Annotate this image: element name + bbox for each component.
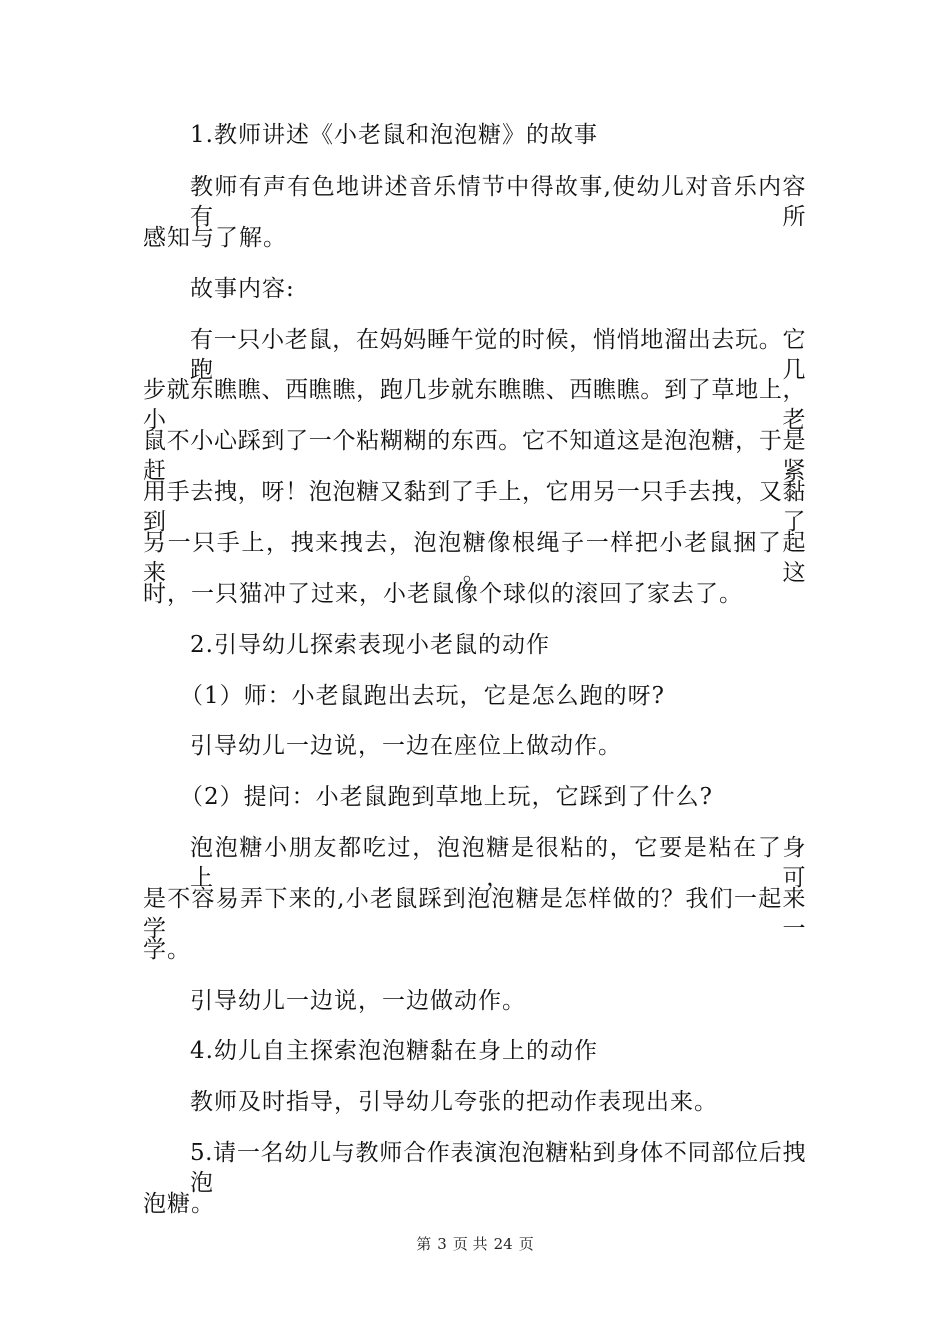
paragraph-line: 学。 <box>143 937 191 963</box>
paragraph-line: 泡糖。 <box>143 1191 215 1217</box>
footer-middle: 页 共 <box>452 1235 488 1253</box>
footer-total-pages: 24 <box>493 1235 513 1253</box>
paragraph-line: 教师及时指导，引导幼儿夸张的把动作表现出来。 <box>190 1089 718 1115</box>
footer-prefix: 第 <box>416 1235 432 1253</box>
story-label: 故事内容: <box>190 276 295 302</box>
footer-suffix: 页 <box>518 1235 534 1253</box>
paragraph-line: 是不容易弄下来的,小老鼠踩到泡泡糖是怎样做的？我们一起来学一 <box>143 886 806 942</box>
footer-current-page: 3 <box>437 1235 447 1253</box>
story-line: 有一只小老鼠，在妈妈睡午觉的时候，悄悄地溜出去玩。它跑几 <box>190 327 806 383</box>
paragraph-line: 引导幼儿一边说，一边在座位上做动作。 <box>190 733 622 759</box>
section-heading-4: 4.幼儿自主探索泡泡糖黏在身上的动作 <box>190 1038 598 1064</box>
section-heading-2: 2.引导幼儿探索表现小老鼠的动作 <box>190 632 550 658</box>
paragraph-line: 感知与了解。 <box>143 225 287 251</box>
paragraph-line: 泡泡糖小朋友都吃过，泡泡糖是很粘的，它要是粘在了身上，可 <box>190 835 806 891</box>
story-line: 用手去拽，呀！泡泡糖又黏到了手上，它用另一只手去拽，又黏到了 <box>143 479 806 535</box>
story-line: 步就东瞧瞧、西瞧瞧，跑几步就东瞧瞧、西瞧瞧。到了草地上，小老 <box>143 377 806 433</box>
paragraph-line: 引导幼儿一边说，一边做动作。 <box>190 988 526 1014</box>
section-heading-5: 5.请一名幼儿与教师合作表演泡泡糖粘到身体不同部位后拽泡 <box>190 1140 806 1196</box>
question-line: （1）师：小老鼠跑出去玩，它是怎么跑的呀? <box>180 683 665 709</box>
story-line: 鼠不小心踩到了一个粘糊糊的东西。它不知道这是泡泡糖，于是赶紧 <box>143 428 806 484</box>
story-line: 时，一只猫冲了过来，小老鼠像个球似的滚回了家去了。 <box>143 581 743 607</box>
story-line: 另一只手上，拽来拽去，泡泡糖像根绳子一样把小老鼠捆了起来。这 <box>143 530 806 586</box>
question-line: （2）提问：小老鼠跑到草地上玩，它踩到了什么? <box>180 784 713 810</box>
paragraph-line: 教师有声有色地讲述音乐情节中得故事,使幼儿对音乐内容有所 <box>190 174 806 230</box>
section-heading-1: 1.教师讲述《小老鼠和泡泡糖》的故事 <box>190 122 598 148</box>
page-footer <box>0 1234 950 1254</box>
